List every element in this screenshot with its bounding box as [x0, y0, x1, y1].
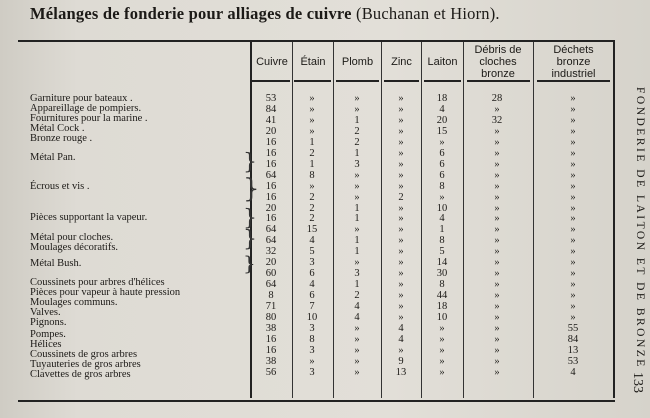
cell-laiton: 18 [436, 93, 448, 104]
label-pignons: Pignons. [30, 317, 67, 328]
group-brace: } [243, 251, 256, 275]
cell-cuivre: 64 [265, 224, 277, 236]
cell-dechets: 84 [567, 333, 579, 345]
cell-laiton: 8 [439, 279, 445, 291]
cell-laiton: » [439, 136, 445, 148]
cell-debris: » [494, 235, 500, 247]
cell-laiton: 8 [439, 235, 445, 247]
cell-dechets: » [570, 103, 576, 115]
cell-etain: 15 [306, 224, 318, 236]
cell-laiton: 44 [436, 290, 448, 302]
cell-dechets: » [570, 235, 576, 247]
cell-laiton: 5 [439, 246, 445, 258]
cell-etain: 3 [309, 366, 315, 378]
cell-laiton: 18 [436, 301, 448, 313]
cell-plomb: » [354, 180, 360, 192]
cell-plomb: » [354, 355, 360, 367]
cell-dechets: » [570, 158, 576, 170]
cell-dechets: » [570, 191, 576, 203]
cell-plomb: » [354, 333, 360, 345]
cell-cuivre: 53 [265, 93, 277, 104]
cell-etain: » [309, 93, 315, 104]
column-divider [463, 42, 464, 398]
cell-etain: 8 [309, 333, 315, 345]
cell-laiton: 20 [436, 114, 448, 126]
cell-zinc: 4 [398, 333, 404, 345]
cell-cuivre: 16 [265, 158, 277, 170]
cell-dechets: 13 [567, 344, 579, 356]
cell-plomb: » [354, 257, 360, 269]
cell-dechets: » [570, 169, 576, 181]
cell-cuivre: 16 [265, 147, 277, 159]
cell-etain: 3 [309, 257, 315, 269]
cell-dechets: » [570, 224, 576, 236]
label-pieces-vapeur: Pièces supportant la vapeur. [30, 212, 148, 223]
cell-debris: » [494, 366, 500, 378]
label-valves: Valves. [30, 307, 61, 318]
cell-etain: 6 [309, 290, 315, 302]
cell-laiton: 6 [439, 169, 445, 181]
cell-zinc: » [398, 169, 404, 181]
header-rule [252, 80, 290, 82]
cell-dechets: » [570, 180, 576, 192]
cell-debris: 32 [491, 114, 503, 126]
cell-etain: 2 [309, 202, 315, 214]
cell-dechets: » [570, 312, 576, 323]
cell-laiton: 8 [439, 180, 445, 192]
cell-etain: 2 [309, 147, 315, 159]
cell-etain: 5 [309, 246, 315, 258]
cell-laiton: 6 [439, 147, 445, 159]
cell-laiton: » [439, 191, 445, 203]
cell-cuivre: 16 [265, 344, 277, 356]
cell-plomb: 1 [354, 114, 360, 126]
header-rule [467, 80, 530, 82]
label-helices: Hélices [30, 339, 62, 350]
cell-dechets: 4 [570, 366, 576, 378]
cell-etain: 10 [306, 312, 318, 323]
column-divider [421, 42, 422, 398]
cell-etain: 1 [309, 158, 315, 170]
label-metal-bush: Métal Bush. [30, 258, 82, 269]
cell-debris: » [494, 333, 500, 345]
cell-debris: » [494, 257, 500, 269]
cell-plomb: 4 [354, 301, 360, 313]
page-title [30, 4, 620, 24]
cell-etain: 2 [309, 213, 315, 225]
cell-cuivre: 60 [265, 268, 277, 280]
cell-zinc: » [398, 180, 404, 192]
cell-debris: » [494, 290, 500, 302]
cell-cuivre: 41 [265, 114, 277, 126]
label-metal-cock: Métal Cock . [30, 123, 85, 134]
cell-dechets: » [570, 93, 576, 104]
cell-etain: 8 [309, 169, 315, 181]
cell-plomb: » [354, 103, 360, 115]
cell-plomb: » [354, 366, 360, 378]
label-moulages-decoratifs: Moulages décoratifs. [30, 242, 119, 253]
cell-debris: » [494, 312, 500, 323]
cell-zinc: » [398, 235, 404, 247]
cell-debris: » [494, 246, 500, 258]
cell-debris: » [494, 125, 500, 137]
cell-etain: » [309, 180, 315, 192]
label-clavettes: Clavettes de gros arbres [30, 369, 131, 380]
cell-zinc: » [398, 93, 404, 104]
cell-cuivre: 80 [265, 312, 277, 323]
header-etain: Étain [300, 56, 326, 68]
header-zinc: Zinc [391, 56, 412, 68]
cell-dechets: » [570, 114, 576, 126]
cell-debris: » [494, 279, 500, 291]
cell-zinc: » [398, 246, 404, 258]
cell-etain: » [309, 355, 315, 367]
cell-cuivre: 64 [265, 279, 277, 291]
cell-zinc: 9 [398, 355, 404, 367]
group-brace: } [243, 227, 257, 252]
cell-zinc: 13 [395, 366, 407, 378]
cell-etain: 3 [309, 322, 315, 334]
cell-plomb: 3 [354, 268, 360, 280]
cell-zinc: » [398, 290, 404, 302]
cell-etain: 4 [309, 279, 315, 291]
header-rule [424, 80, 461, 82]
cell-zinc: 2 [398, 191, 404, 203]
cell-zinc: » [398, 279, 404, 291]
cell-debris: » [494, 136, 500, 148]
cell-dechets: » [570, 257, 576, 269]
cell-laiton: » [439, 366, 445, 378]
label-garniture: Garniture pour bateaux . [30, 93, 133, 104]
cell-dechets: » [570, 301, 576, 313]
cell-laiton: 14 [436, 257, 448, 269]
cell-plomb: 2 [354, 136, 360, 148]
header-laiton: Laiton [427, 56, 458, 68]
column-divider [613, 42, 615, 398]
header-plomb: Plomb [341, 56, 374, 68]
cell-zinc: » [398, 125, 404, 137]
cell-debris: » [494, 355, 500, 367]
cell-cuivre: 64 [265, 169, 277, 181]
cell-debris: » [494, 224, 500, 236]
label-tuyauteries: Tuyauteries de gros arbres [30, 359, 141, 370]
cell-debris: » [494, 103, 500, 115]
cell-zinc: » [398, 136, 404, 148]
cell-dechets: » [570, 202, 576, 214]
cell-dechets: » [570, 136, 576, 148]
label-moulages-communs: Moulages communs. [30, 297, 118, 308]
cell-plomb: 1 [354, 147, 360, 159]
cell-plomb: 1 [354, 213, 360, 225]
cell-laiton: 10 [436, 312, 448, 323]
column-divider [381, 42, 382, 398]
cell-debris: » [494, 213, 500, 225]
cell-debris: » [494, 202, 500, 214]
group-brace: } [243, 174, 260, 204]
cell-etain: 4 [309, 235, 315, 247]
cell-plomb: 1 [354, 279, 360, 291]
cell-plomb: » [354, 169, 360, 181]
cell-plomb: 3 [354, 158, 360, 170]
header-dechets-bronze: Déchets bronze industriel [551, 44, 596, 80]
cell-laiton: » [439, 333, 445, 345]
cell-dechets: » [570, 147, 576, 159]
cell-cuivre: 16 [265, 191, 277, 203]
cell-zinc: » [398, 301, 404, 313]
cell-dechets: » [570, 268, 576, 280]
cell-debris: 28 [491, 93, 503, 104]
label-pompes: Pompes. [30, 329, 66, 340]
header-debris-cloches: Débris de cloches bronze [474, 44, 522, 80]
page-number: 133 [630, 372, 645, 393]
cell-cuivre: 20 [265, 257, 277, 269]
cell-debris: » [494, 147, 500, 159]
cell-zinc: » [398, 268, 404, 280]
cell-cuivre: 16 [265, 180, 277, 192]
cell-plomb: 2 [354, 125, 360, 137]
cell-plomb: 1 [354, 235, 360, 247]
cell-cuivre: 32 [265, 246, 277, 258]
cell-debris: » [494, 268, 500, 280]
cell-etain: 6 [309, 268, 315, 280]
group-brace: } [243, 206, 257, 231]
cell-laiton: 15 [436, 125, 448, 137]
cell-dechets: » [570, 213, 576, 225]
cell-laiton: 30 [436, 268, 448, 280]
column-divider [333, 42, 334, 398]
cell-dechets: » [570, 279, 576, 291]
cell-cuivre: 16 [265, 213, 277, 225]
cell-dechets: » [570, 246, 576, 258]
cell-zinc: » [398, 213, 404, 225]
cell-debris: » [494, 158, 500, 170]
cell-debris: » [494, 180, 500, 192]
cell-laiton: 4 [439, 103, 445, 115]
cell-plomb: 1 [354, 202, 360, 214]
label-fournitures: Fournitures pour la marine . [30, 113, 148, 124]
cell-dechets: 55 [567, 322, 579, 334]
label-pieces-haute-pression: Pièces pour vapeur à haute pression [30, 287, 181, 298]
cell-laiton: 4 [439, 213, 445, 225]
cell-debris: » [494, 301, 500, 313]
label-metal-pan: Métal Pan. [30, 152, 76, 163]
cell-etain: » [309, 125, 315, 137]
cell-laiton: » [439, 322, 445, 334]
cell-plomb: » [354, 344, 360, 356]
header-rule [294, 80, 331, 82]
cell-etain: 2 [309, 191, 315, 203]
cell-laiton: » [439, 344, 445, 356]
cell-plomb: » [354, 224, 360, 236]
cell-laiton: 10 [436, 202, 448, 214]
cell-debris: » [494, 169, 500, 181]
cell-etain: 7 [309, 301, 315, 313]
cell-zinc: » [398, 312, 404, 323]
cell-dechets: » [570, 290, 576, 302]
cell-dechets: » [570, 125, 576, 137]
label-appareillage: Appareillage de pompiers. [30, 103, 142, 114]
header-rule [537, 80, 610, 82]
cell-etain: 1 [309, 136, 315, 148]
cell-laiton: » [439, 355, 445, 367]
cell-plomb: » [354, 93, 360, 104]
cell-cuivre: 38 [265, 322, 277, 334]
label-metal-cloches: Métal pour cloches. [30, 232, 114, 243]
header-rule [384, 80, 419, 82]
header-rule [336, 80, 379, 82]
cell-cuivre: 20 [265, 125, 277, 137]
cell-etain: » [309, 103, 315, 115]
cell-plomb: 4 [354, 312, 360, 323]
cell-zinc: » [398, 224, 404, 236]
cell-cuivre: 56 [265, 366, 277, 378]
cell-zinc: » [398, 103, 404, 115]
label-bronze-rouge: Bronze rouge . [30, 133, 93, 144]
cell-laiton: 1 [439, 224, 445, 236]
label-coussinets-gros-arbres: Coussinets de gros arbres [30, 349, 138, 360]
cell-dechets: 53 [567, 355, 579, 367]
title-source: (Buchanan et Hiorn). [356, 4, 500, 23]
cell-zinc: » [398, 344, 404, 356]
running-header: FONDERIE DE LAITON ET DE BRONZE [634, 87, 646, 369]
cell-cuivre: 64 [265, 235, 277, 247]
cell-laiton: 6 [439, 158, 445, 170]
cell-etain: 3 [309, 344, 315, 356]
cell-zinc: » [398, 147, 404, 159]
cell-debris: » [494, 344, 500, 356]
header-cuivre: Cuivre [256, 56, 288, 68]
cell-plomb: 1 [354, 246, 360, 258]
cell-zinc: 4 [398, 322, 404, 334]
label-ecrous: Écrous et vis . [30, 181, 90, 192]
label-coussinets-helices: Coussinets pour arbres d'hélices [30, 277, 165, 288]
cell-cuivre: 71 [265, 301, 277, 313]
cell-debris: » [494, 322, 500, 334]
cell-plomb: 2 [354, 290, 360, 302]
cell-cuivre: 20 [265, 202, 277, 214]
cell-plomb: » [354, 322, 360, 334]
cell-cuivre: 38 [265, 355, 277, 367]
title-text: Mélanges de fonderie pour alliages de cuivre [30, 4, 352, 23]
cell-debris: » [494, 191, 500, 203]
cell-zinc: » [398, 114, 404, 126]
cell-zinc: » [398, 202, 404, 214]
cell-cuivre: 16 [265, 136, 277, 148]
cell-etain: » [309, 114, 315, 126]
cell-zinc: » [398, 257, 404, 269]
column-divider [533, 42, 534, 398]
cell-plomb: » [354, 191, 360, 203]
cell-cuivre: 16 [265, 333, 277, 345]
cell-cuivre: 84 [265, 103, 277, 115]
cell-cuivre: 8 [268, 290, 274, 302]
group-brace: } [243, 150, 257, 175]
cell-zinc: » [398, 158, 404, 170]
